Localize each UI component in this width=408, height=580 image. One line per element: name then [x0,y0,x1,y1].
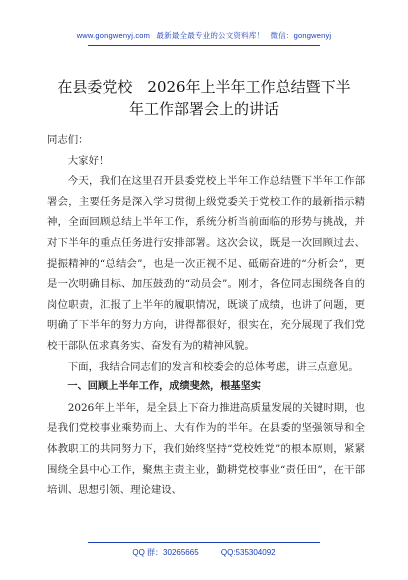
section-heading-1: 一、回顾上半年工作，成绩斐然，根基坚实 [67,381,261,393]
footer-divider [88,542,320,543]
section-1-paragraph: 2026年上半年，是全县上下奋力推进高质量发展的关键时期，也是我们党校事业乘势而上、大有作为的半年。在县委的坚强领导和全体教职工的共同努力下，我们始终坚持“党校姓党”的根本原则，紧紧围绕全县中心工作，聚焦主责主业，勤耕党校事业“责任田”，在干部培训、思想引领、理论建设、 [47,401,365,497]
document-title [40,76,368,120]
title-line-1: 在县委党校 2026年上半年工作总结暨下半 [57,78,351,96]
body-paragraph-intro: 今天，我们在这里召开县委党校上半年工作总结暨下半年工作部署会，主要任务是深入学习贯彻上级党委关于党校工作的最新指示精神，全面回顾总结上半年工作，系统分析当前面临的形势与挑战，并对下半年的重点任务进行安排部署。这次会议，既是一次回顾过去、提振精神的“总结会”，也是一次正视不足、砥砺奋进的“分析会”，更是一次明确目标、加压鼓劲的“动员会”。刚才，各位同志围绕各自的岗位职责，汇报了上半年的履职情况，既谈了成绩，也讲了问题，更明确了下半年的努力方向，讲得都很好，很实在，充分展现了我们党校干部队伍求真务实、奋发有为的精神风貌。 [47,175,365,352]
header-slogan: 最新最全最专业的公文资料库！ [156,31,265,40]
header-wechat: 微信：gongwenyj [270,31,332,40]
footer-qq: QQ:535304092 [220,548,276,557]
greeting: 大家好！ [67,154,110,167]
footer-qq-group: QQ 群：30265665 [132,548,199,557]
title-line-2: 年工作部署会上的讲话 [128,100,279,118]
header-url-link[interactable]: www.gongwenyj.com [76,31,151,40]
page-header [0,30,408,41]
page-footer [0,547,408,558]
salutation: 同志们： [47,134,89,146]
document-body [47,130,365,501]
body-paragraph-outline: 下面，我结合同志们的发言和校委会的总体考虑，讲三点意见。 [67,360,359,373]
header-divider [88,45,320,46]
